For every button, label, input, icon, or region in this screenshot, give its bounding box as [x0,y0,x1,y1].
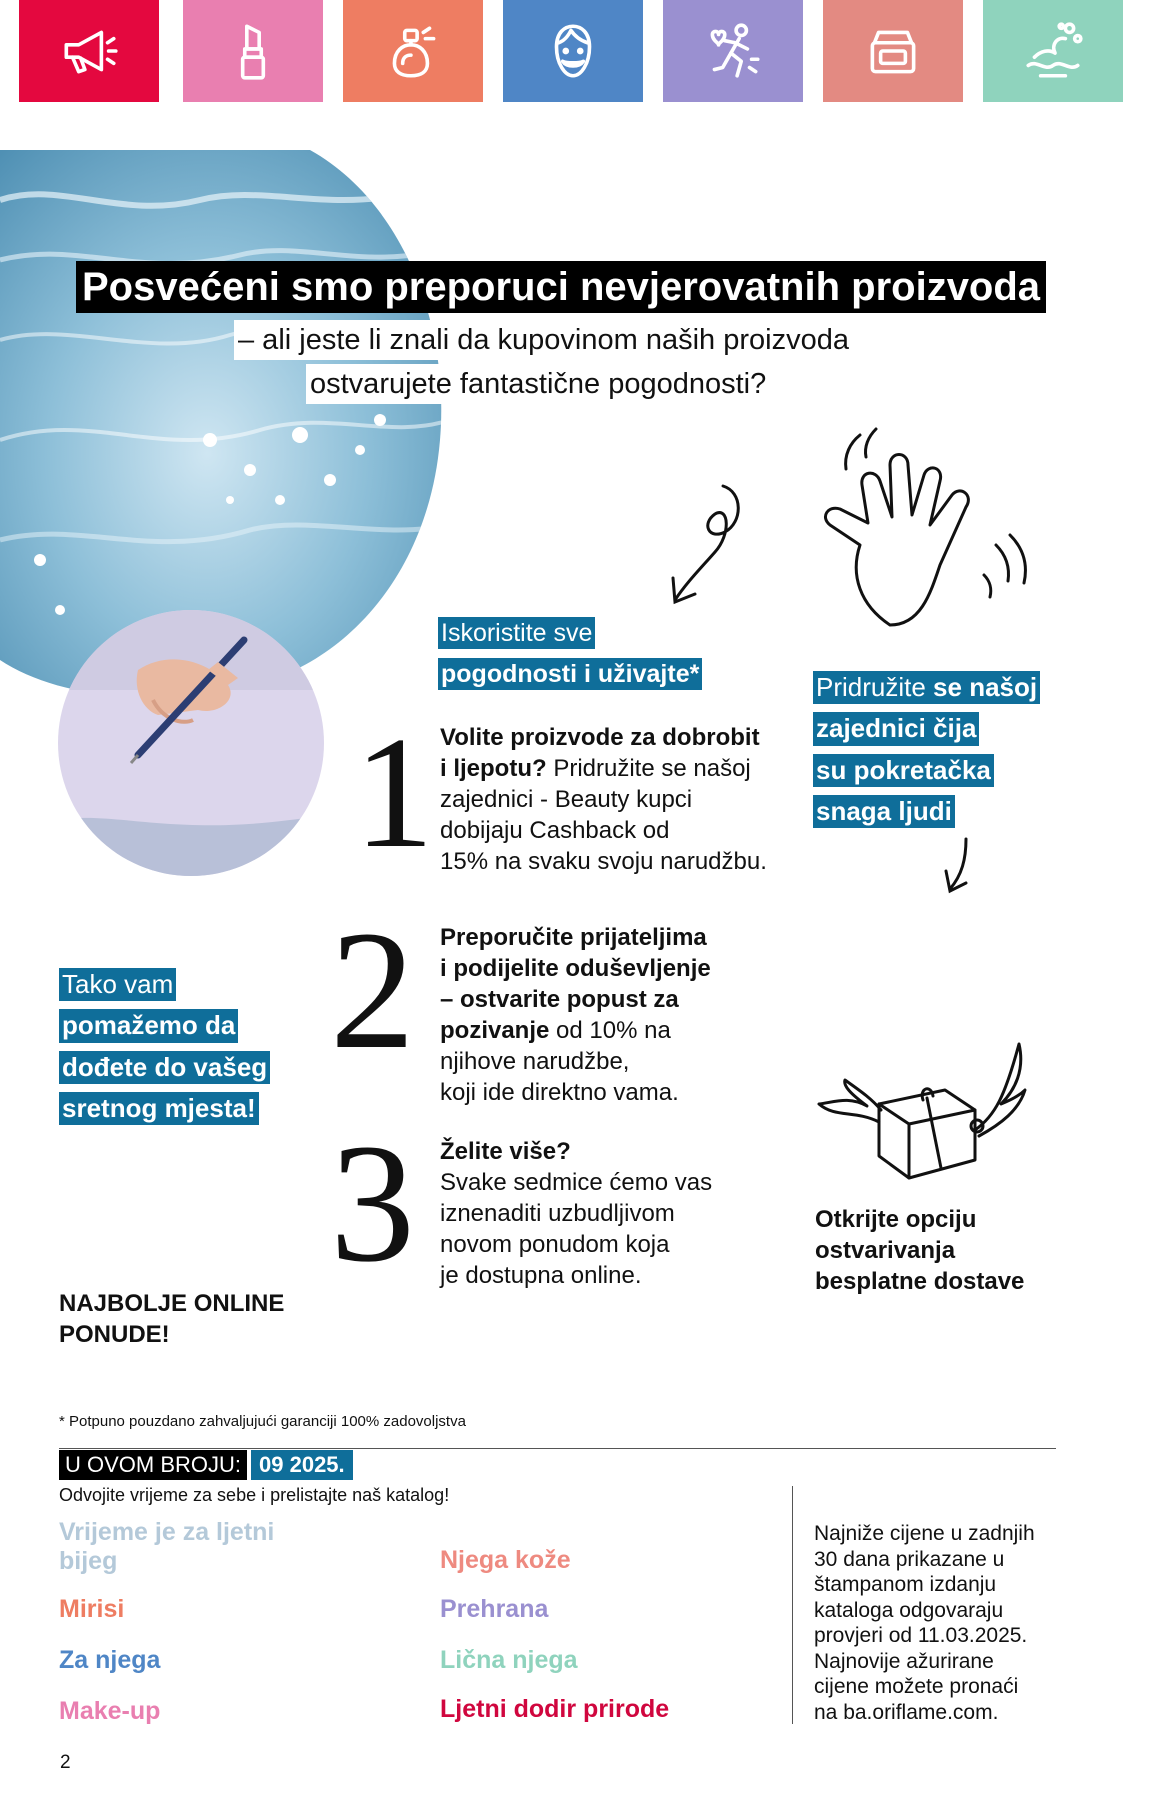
nav-tile-wellness[interactable] [663,0,803,102]
category-summer-nature[interactable]: Ljetni dodir prirode [440,1695,670,1723]
community-tag-line3: su pokretačka [813,754,994,787]
step-1-text: Volite proizvode za dobrobit i ljepotu? Pridružite se našoj zajednici - Beauty kupci dobijaju Cashback od 15% na svaku svoju narudžbu. [440,724,767,875]
step-2-text: Preporučite prijateljima i podijelite oduševljenje – ostvarite popust za pozivanje od 10% na njihove narudžbe, koji ide direktno vama. [440,924,711,1106]
best-online-offers: NAJBOLJE ONLINE PONUDE! [59,1290,285,1348]
price-note: Najniže cijene u zadnjih 30 dana prikazane u štampanom izdanju kataloga odgovaraju provjeri od 11.03.2025. Najnovije ažurirane cijene možete pronaći na ba.oriflame.com. [814,1522,1035,1724]
divider [59,1448,1056,1449]
winged-gift-box-icon [815,1040,1035,1190]
issue-intro: Odvojite vrijeme za sebe i prelistajte naš katalog! [59,1485,450,1505]
happy-place-tag-line3: dođete do vašeg [59,1051,270,1084]
wellness-person-icon [700,18,766,84]
perfume-icon [380,18,446,84]
category-nutrition[interactable]: Prehrana [440,1595,549,1623]
down-arrow-icon [940,835,976,895]
step-3-number: 3 [330,1109,415,1297]
happy-place-tag-line1: Tako vam [59,968,176,1001]
cream-jar-icon [860,18,926,84]
step-2-number: 2 [330,896,415,1084]
category-fragrances[interactable]: Mirisi [59,1595,125,1623]
step-1-number: 1 [354,703,434,881]
megaphone-icon [56,18,122,84]
category-summer-escape[interactable]: Vrijeme je za ljetni bijeg [59,1518,275,1575]
nature-splash-icon [1020,18,1086,84]
issue-label-text: U OVOM BROJU: [59,1450,247,1480]
happy-place-tag-line4: sretnog mjesta! [59,1092,259,1125]
happy-place-tag-line2: pomažemo da [59,1009,238,1042]
man-face-icon [540,18,606,84]
waving-hand-icon [820,425,1060,665]
category-personal-care[interactable]: Lična njega [440,1646,578,1674]
hero-title: Posvećeni smo preporuci nevjerovatnih proizvoda [76,261,1046,313]
happy-place-tag [59,968,270,1125]
category-men[interactable]: Za njega [59,1646,161,1674]
nav-tile-makeup[interactable] [183,0,323,102]
footnote: * Potpuno pouzdano zahvaljujući garanciji 100% zadovoljstva [59,1413,466,1430]
nav-tile-fragrance[interactable] [343,0,483,102]
nav-tile-skincare[interactable] [823,0,963,102]
community-tag-line4: snaga ljudi [813,795,955,828]
benefits-tag-line2: pogodnosti i uživajte* [438,658,702,690]
category-skincare[interactable]: Njega kože [440,1546,571,1574]
hand-writing-photo [58,610,324,876]
nav-tile-nature[interactable] [983,0,1123,102]
nav-tile-announcements[interactable] [19,0,159,102]
benefits-tag [438,617,702,690]
swirl-arrow-icon [665,482,749,612]
lipstick-icon [220,18,286,84]
nav-tile-men[interactable] [503,0,643,102]
free-shipping-text: Otkrijte opciju ostvarivanja besplatne dostave [815,1206,1025,1295]
community-tag-line1: Pridružite se našoj [813,671,1040,704]
issue-label [59,1450,353,1480]
page-number: 2 [60,1752,71,1773]
category-makeup[interactable]: Make-up [59,1697,161,1725]
vertical-divider [792,1486,793,1724]
benefits-tag-line1: Iskoristite sve [438,617,595,649]
hero-subtitle-line2: ostvarujete fantastične pogodnosti? [306,364,770,404]
step-3-text: Želite više? Svake sedmice ćemo vas iznenaditi uzbudljivom novom ponudom koja je dostupna online. [440,1138,713,1289]
community-tag [813,671,1040,828]
issue-number: 09 2025. [251,1450,353,1480]
hero-subtitle-line1: – ali jeste li znali da kupovinom naših proizvoda [234,320,853,360]
community-tag-line2: zajednici čija [813,712,979,745]
